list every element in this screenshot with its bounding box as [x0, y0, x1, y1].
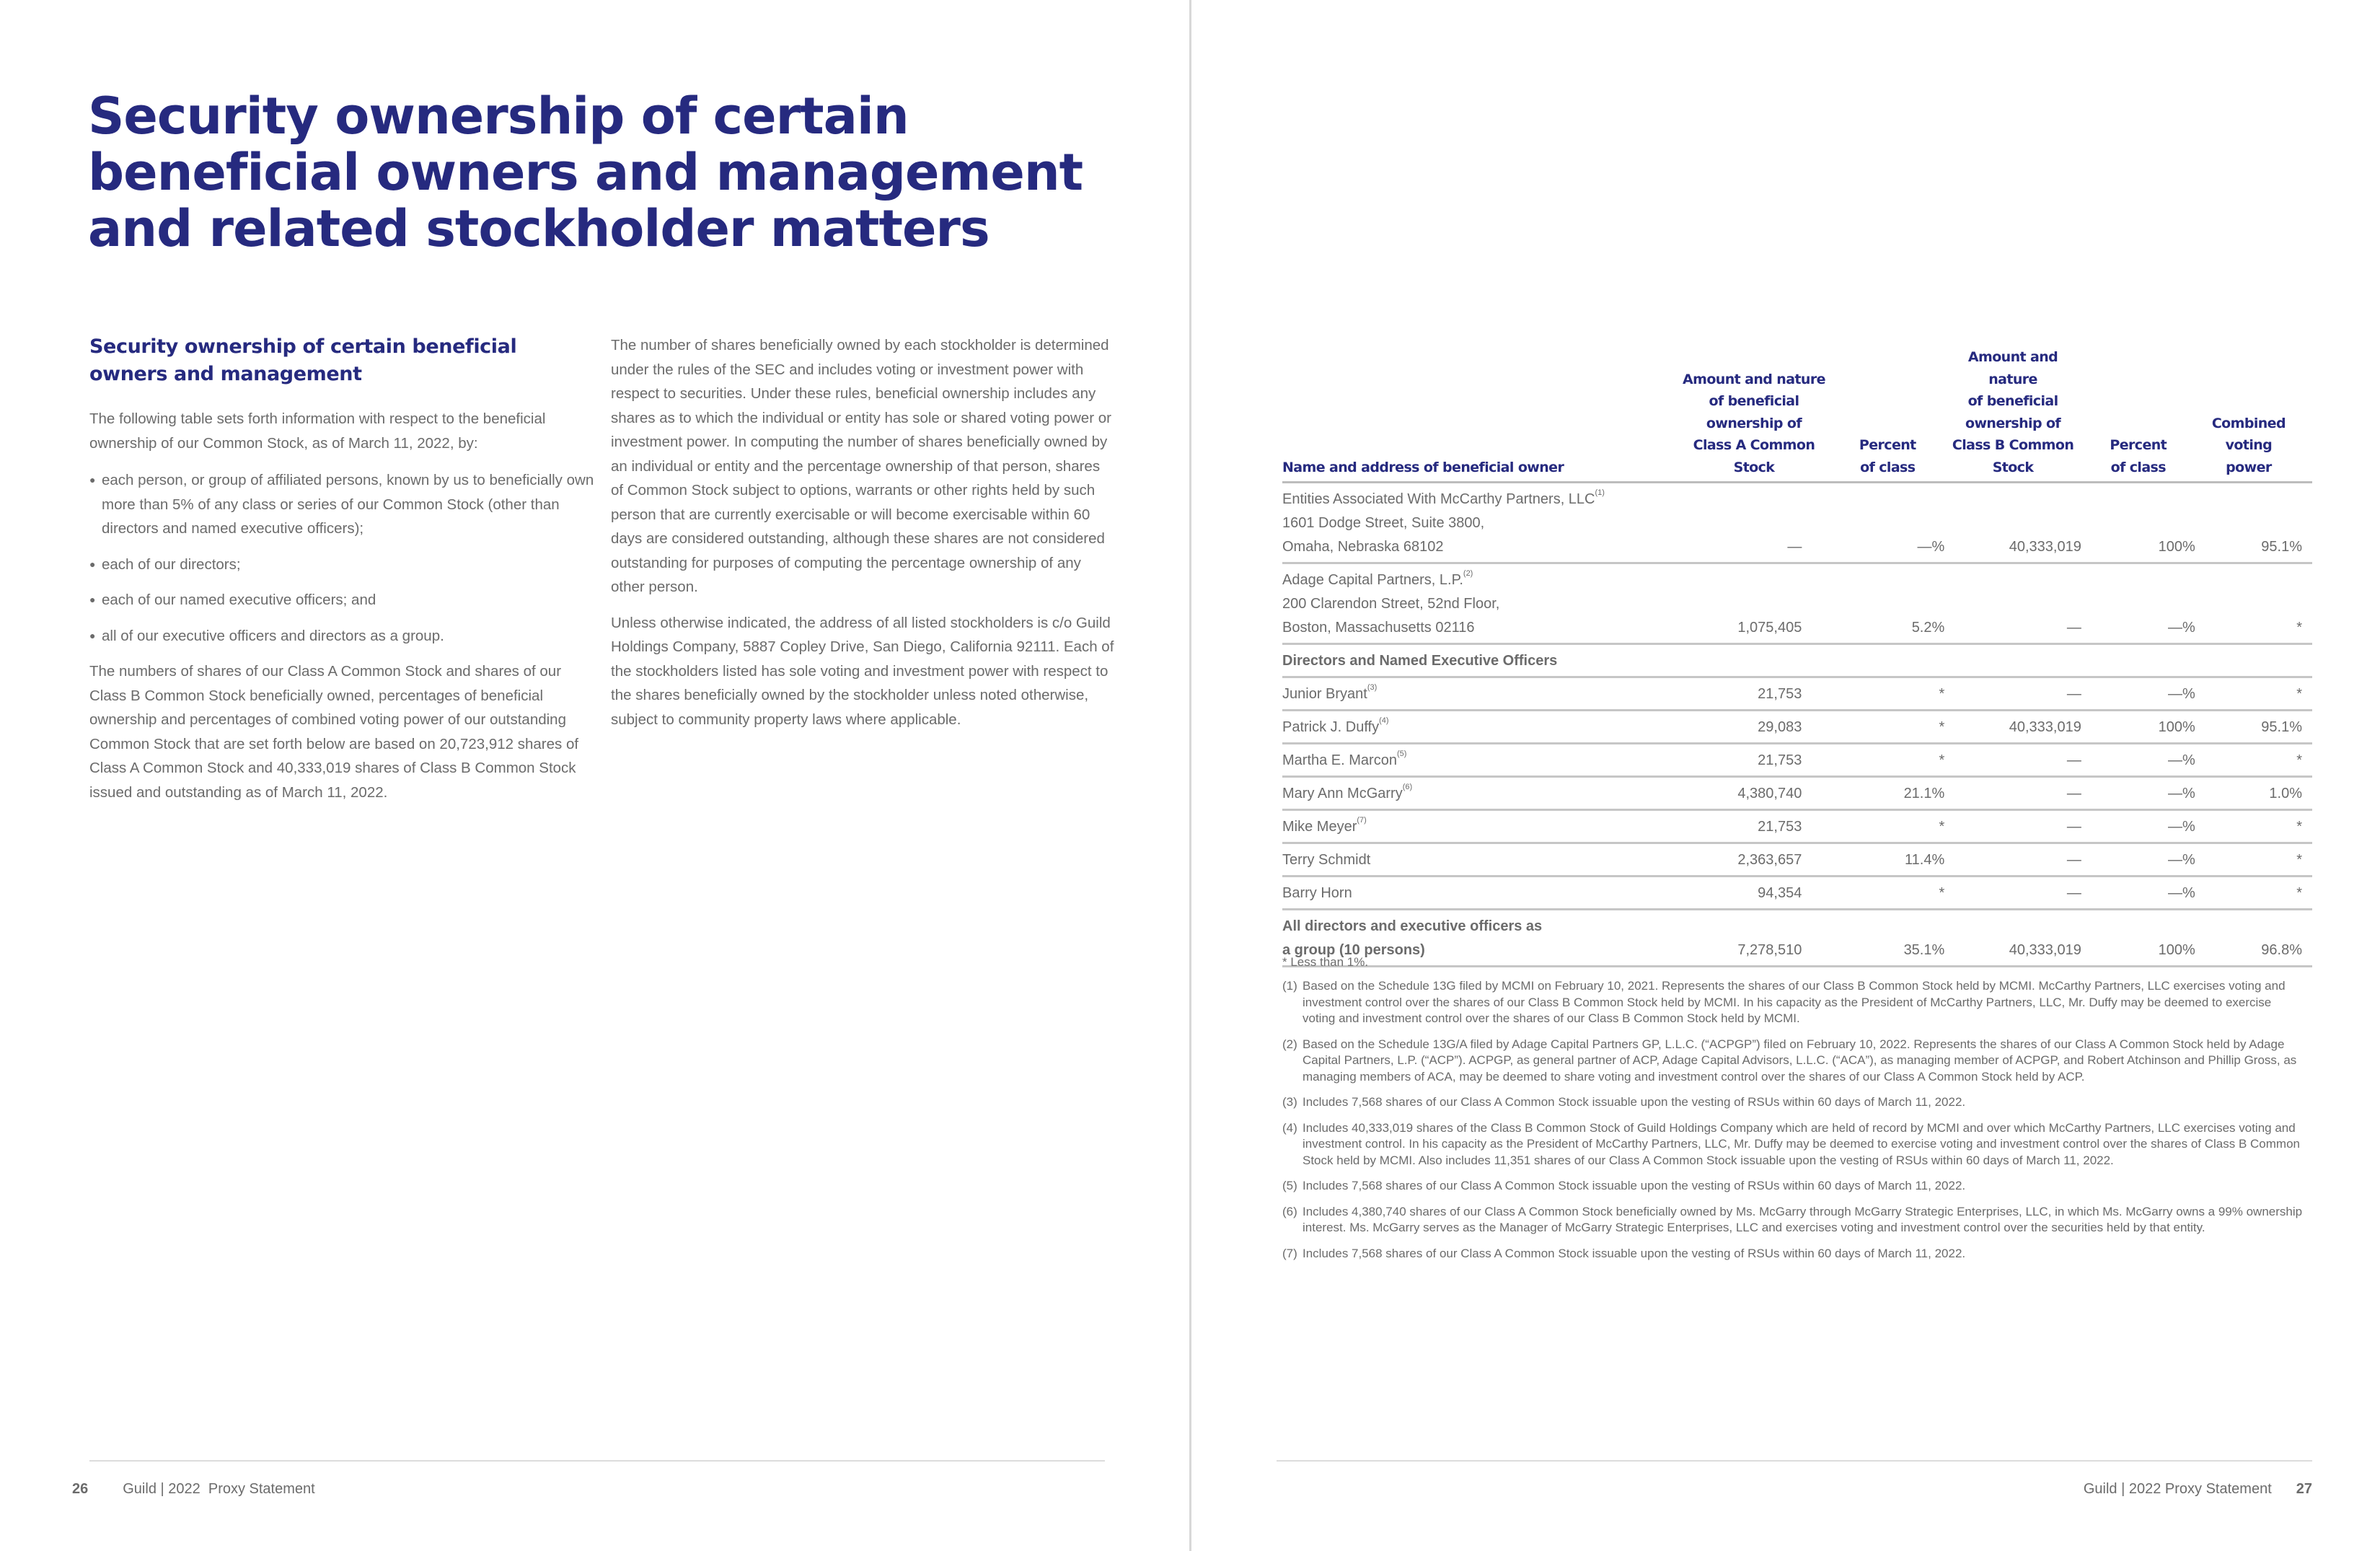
owner-address: Boston, Massachusetts 02116	[1282, 620, 1475, 636]
owner-name: Barry Horn	[1282, 876, 1678, 910]
criteria-item: ● all of our executive officers and directors as a group.	[89, 624, 594, 649]
footnote-text: Based on the Schedule 13G filed by MCMI on February 10, 2021. Represents the shares of our Class B Common Stock held by MCMI. McCarthy Partners, LLC exercises voting and investment control over the shares of our Class B Common Stock held by MCMI. In his capacity as the President of McCarthy Partners, LLC, Mr. Duffy may be deemed to exercise voting and investment control over the shares of our Class B Common Stock held by MCMI.	[1303, 979, 2286, 1025]
footnote	[1282, 1094, 2306, 1111]
footnote-ref: (5)	[1396, 750, 1407, 758]
sec-rules-paragraph: The number of shares beneficially owned by each stockholder is determined under the rules of the SEC and includes voting or investment power with respect to securities. Under these rules, beneficial ownership includes any shares as to which the individual or entity has sole or shared voting power or investment power. In computing the number of shares beneficially owned by an individual or entity and the percentage ownership of that person, shares of Common Stock subject to options, warrants or other rights held by such person that are currently exercisable or will become exercisable within 60 days are considered outstanding, although these shares are not considered outstanding for purposes of computing the percentage ownership of any other person.	[611, 337, 1111, 595]
footnote-marker: (1)	[1282, 979, 1297, 993]
table-section-row	[1282, 644, 2312, 677]
header-line: Stock	[1733, 459, 1775, 475]
owner-name: Entities Associated With McCarthy Partners, LLC$^{(1)}$	[1282, 488, 1605, 507]
less-than-note: * Less than 1%.	[1282, 955, 1369, 969]
class-b-shares: —	[1944, 744, 2081, 777]
table-row	[1282, 563, 2312, 644]
owner-name: Martha E. Marcon$^{(5)}$	[1282, 744, 1678, 777]
voting-power: 96.8%	[2195, 910, 2312, 967]
voting-power: *	[2195, 563, 2312, 644]
footnote-text: Includes 7,568 shares of our Class A Common Stock issuable upon the vesting of RSUs within 60 days of March 11, 2022.	[1303, 1095, 1966, 1109]
header-line: Amount and nature	[1683, 371, 1825, 387]
class-b-percent: 100%	[2081, 483, 2195, 563]
footnote-text: Includes 40,333,019 shares of the Class B Common Stock of Guild Holdings Company which are held of record by MCMI and over which McCarthy Partners, LLC exercises voting and investment control. In his capacity as the President of McCarthy Partners, LLC, Mr. Duffy may be deemed to exercise voting and investment control over the shares of Class B Common Stock held by MCMI. Also includes 11,351 shares of our Class A Common Stock issuable upon the vesting of RSUs within 60 days of March 11, 2022.	[1303, 1120, 2300, 1167]
class-b-percent: —%	[2081, 563, 2195, 644]
class-a-shares: 7,278,510	[1678, 910, 1831, 967]
footnote-marker: (4)	[1282, 1120, 1297, 1135]
owner-address: Omaha, Nebraska 68102	[1282, 539, 1444, 555]
owner-address: 200 Clarendon Street, 52nd Floor,	[1282, 596, 1500, 612]
owner-name: Mike Meyer$^{(7)}$	[1282, 810, 1678, 843]
header-line: Percent	[2110, 437, 2167, 453]
header-line: voting	[2225, 437, 2273, 453]
left-column	[89, 333, 594, 817]
header-percent-b	[2081, 346, 2195, 483]
owner-name: Mary Ann McGarry$^{(6)}$	[1282, 777, 1678, 810]
class-b-percent: —%	[2081, 810, 2195, 843]
class-b-shares: —	[1944, 677, 2081, 711]
table-header-row	[1282, 346, 2312, 483]
footnote-marker: (6)	[1282, 1204, 1297, 1218]
footnotes	[1282, 978, 2306, 1271]
footnote-marker: (2)	[1282, 1037, 1297, 1051]
class-a-shares: 2,363,657	[1678, 843, 1831, 876]
header-line: of class	[2110, 459, 2166, 475]
header-line: ownership of	[1706, 415, 1802, 431]
header-line: Stock	[1992, 459, 2034, 475]
class-b-shares: —	[1944, 563, 2081, 644]
class-b-shares: —	[1944, 810, 2081, 843]
footnote-text: Includes 7,568 shares of our Class A Common Stock issuable upon the vesting of RSUs within 60 days of March 11, 2022.	[1303, 1179, 1966, 1192]
class-b-percent: 100%	[2081, 711, 2195, 744]
table-total-row	[1282, 910, 2312, 967]
header-line: of beneficial	[1967, 393, 2058, 409]
class-a-shares: 21,753	[1678, 810, 1831, 843]
footnote-marker: (3)	[1282, 1095, 1297, 1109]
footnote-ref: (7)	[1357, 816, 1367, 825]
header-line: Class A Common	[1693, 437, 1815, 453]
right-text-column	[611, 333, 1116, 743]
class-a-percent: 35.1%	[1830, 910, 1944, 967]
people-rows	[1282, 677, 2312, 910]
class-a-percent: —%	[1830, 483, 1944, 563]
page-divider	[1189, 0, 1191, 1551]
page-title-line: Security ownership of certain	[88, 87, 909, 146]
footnote	[1282, 1204, 2306, 1236]
class-a-percent: *	[1830, 876, 1944, 910]
footnote-marker: (5)	[1282, 1179, 1297, 1192]
criteria-item: ● each person, or group of affiliated persons, known by us to beneficially own more than 5% of any class or series of our Common Stock (other than directors and named executive officers);	[89, 468, 594, 541]
total-label-line: All directors and executive officers as	[1282, 918, 1543, 934]
page-title-line: beneficial owners and management	[88, 143, 1083, 202]
voting-power: *	[2195, 876, 2312, 910]
table-row	[1282, 711, 2312, 744]
voting-power: *	[2195, 744, 2312, 777]
page-number: 27	[2296, 1481, 2312, 1497]
total-label-line: a group (10 persons)	[1282, 942, 1425, 958]
footnote	[1282, 978, 2306, 1027]
publication-name: Guild | 2022 Proxy Statement	[2083, 1481, 2272, 1497]
voting-power: 1.0%	[2195, 777, 2312, 810]
header-line: ownership of	[1965, 415, 2061, 431]
footnote-marker: (7)	[1282, 1246, 1297, 1260]
address-paragraph: Unless otherwise indicated, the address of all listed stockholders is c/o Guild Holdings Company, 5887 Copley Drive, San Diego, California 92111. Each of the stockholders listed has sole voting and investment power with respect to the shares beneficially owned by the stockholder unless noted otherwise, subject to community property laws where applicable.	[611, 614, 1114, 728]
header-line: of beneficial	[1709, 393, 1799, 409]
class-b-percent: 100%	[2081, 910, 2195, 967]
class-b-percent: —%	[2081, 843, 2195, 876]
class-b-shares: —	[1944, 843, 2081, 876]
class-b-shares: 40,333,019	[1944, 483, 2081, 563]
class-b-percent: —%	[2081, 677, 2195, 711]
footnote-text: Includes 7,568 shares of our Class A Common Stock issuable upon the vesting of RSUs within 60 days of March 11, 2022.	[1303, 1246, 1966, 1260]
header-line: Percent	[1859, 437, 1916, 453]
owner-cell	[1282, 563, 1678, 644]
class-a-percent: *	[1830, 711, 1944, 744]
footer-rule	[1277, 1460, 2312, 1462]
table-row	[1282, 843, 2312, 876]
header-class-a	[1678, 346, 1831, 483]
intro-paragraph: The following table sets forth information with respect to the beneficial ownership of our Common Stock, as of March 11, 2022, by:	[89, 410, 546, 452]
header-class-b	[1944, 346, 2081, 483]
class-b-shares: —	[1944, 876, 2081, 910]
table-row	[1282, 483, 2312, 563]
criteria-list	[89, 468, 594, 648]
footnote	[1282, 1246, 2306, 1262]
class-a-shares: 21,753	[1678, 744, 1831, 777]
table-row	[1282, 810, 2312, 843]
footnote-ref: (6)	[1402, 783, 1413, 791]
footnote-ref: (3)	[1367, 683, 1378, 692]
class-a-percent: 11.4%	[1830, 843, 1944, 876]
table-row	[1282, 677, 2312, 711]
table-row	[1282, 744, 2312, 777]
header-percent-a	[1830, 346, 1944, 483]
class-a-percent: *	[1830, 744, 1944, 777]
header-line: Combined	[2211, 415, 2286, 431]
publication-name: Guild | 2022 Proxy Statement	[123, 1481, 315, 1497]
class-b-shares: 40,333,019	[1944, 711, 2081, 744]
footer-rule	[89, 1460, 1105, 1462]
class-a-shares: 1,075,405	[1678, 563, 1831, 644]
shares-basis-paragraph: The numbers of shares of our Class A Common Stock and shares of our Class B Common Stock beneficially owned, percentages of beneficial ownership and percentages of combined voting power of our outstanding Common Stock that are set forth below are based on 20,723,912 shares of Class A Common Stock and 40,333,019 shares of Class B Common Stock issued and outstanding as of March 11, 2022.	[89, 663, 579, 801]
footnote	[1282, 1178, 2306, 1195]
footnote-ref: (2)	[1463, 569, 1473, 578]
class-b-percent: —%	[2081, 777, 2195, 810]
table-row	[1282, 876, 2312, 910]
class-a-shares: 94,354	[1678, 876, 1831, 910]
voting-power: 95.1%	[2195, 711, 2312, 744]
voting-power: *	[2195, 810, 2312, 843]
footnote-text: Includes 4,380,740 shares of our Class A Common Stock beneficially owned by Ms. McGarry through McGarry Strategic Enterprises, LLC, in which Ms. McGarry owns a 99% ownership interest. Ms. McGarry serves as the Manager of McGarry Strategic Enterprises, LLC and exercises voting and investment control over the securities held by that entity.	[1303, 1204, 2303, 1234]
class-a-percent: *	[1830, 810, 1944, 843]
footnote	[1282, 1120, 2306, 1169]
page-number: 26	[72, 1481, 89, 1497]
owner-name: Terry Schmidt	[1282, 843, 1678, 876]
owner-name: Junior Bryant$^{(3)}$	[1282, 677, 1678, 711]
class-a-percent: 21.1%	[1830, 777, 1944, 810]
footnote-text: Based on the Schedule 13G/A filed by Adage Capital Partners GP, L.L.C. (“ACPGP”) filed on February 10, 2022. Represents the shares of our Class A Common Stock held by Adage Capital Partners, L.P. (“ACP”). ACPGP, as general partner of ACP, Adage Capital Advisors, L.L.C. (“ACA”), as managing member of ACPGP, and Robert Atchinson and Phillip Gross, as managing members of ACA, may be deemed to share voting and investment control over the shares of our Class A Common Stock held by ACP.	[1303, 1037, 2297, 1084]
class-a-percent: *	[1830, 677, 1944, 711]
class-a-shares: 21,753	[1678, 677, 1831, 711]
owner-cell	[1282, 483, 1678, 563]
voting-power: *	[2195, 677, 2312, 711]
section-label: Directors and Named Executive Officers	[1282, 644, 2312, 677]
section-heading: Security ownership of certain beneficial owners and management	[89, 335, 517, 385]
header-line: Amount and nature	[1967, 349, 2058, 387]
table-row	[1282, 777, 2312, 810]
page-title	[88, 88, 1155, 257]
header-voting-power	[2195, 346, 2312, 483]
footer-right	[2084, 1481, 2312, 1498]
footer-left	[72, 1481, 315, 1498]
footnote-ref: (4)	[1379, 716, 1389, 725]
class-b-shares: —	[1944, 777, 2081, 810]
header-line: of class	[1860, 459, 1916, 475]
voting-power: 95.1%	[2195, 483, 2312, 563]
class-a-shares: 29,083	[1678, 711, 1831, 744]
header-line: power	[2226, 459, 2272, 475]
voting-power: *	[2195, 843, 2312, 876]
owner-address: 1601 Dodge Street, Suite 3800,	[1282, 515, 1485, 531]
ownership-table	[1282, 346, 2312, 967]
class-a-shares: —	[1678, 483, 1831, 563]
class-b-percent: —%	[2081, 876, 2195, 910]
class-b-percent: —%	[2081, 744, 2195, 777]
footnote	[1282, 1037, 2306, 1086]
class-a-shares: 4,380,740	[1678, 777, 1831, 810]
criteria-item: ● each of our named executive officers; and	[89, 588, 594, 612]
header-name: Name and address of beneficial owner	[1282, 346, 1678, 483]
header-line: Class B Common	[1952, 437, 2074, 453]
owner-name: Adage Capital Partners, L.P.$^{(2)}$	[1282, 569, 1473, 588]
footnote-ref: (1)	[1595, 488, 1605, 497]
page-title-line: and related stockholder matters	[88, 199, 990, 258]
class-a-percent: 5.2%	[1830, 563, 1944, 644]
owner-name: Patrick J. Duffy$^{(4)}$	[1282, 711, 1678, 744]
class-b-shares: 40,333,019	[1944, 910, 2081, 967]
criteria-item: ● each of our directors;	[89, 553, 594, 577]
